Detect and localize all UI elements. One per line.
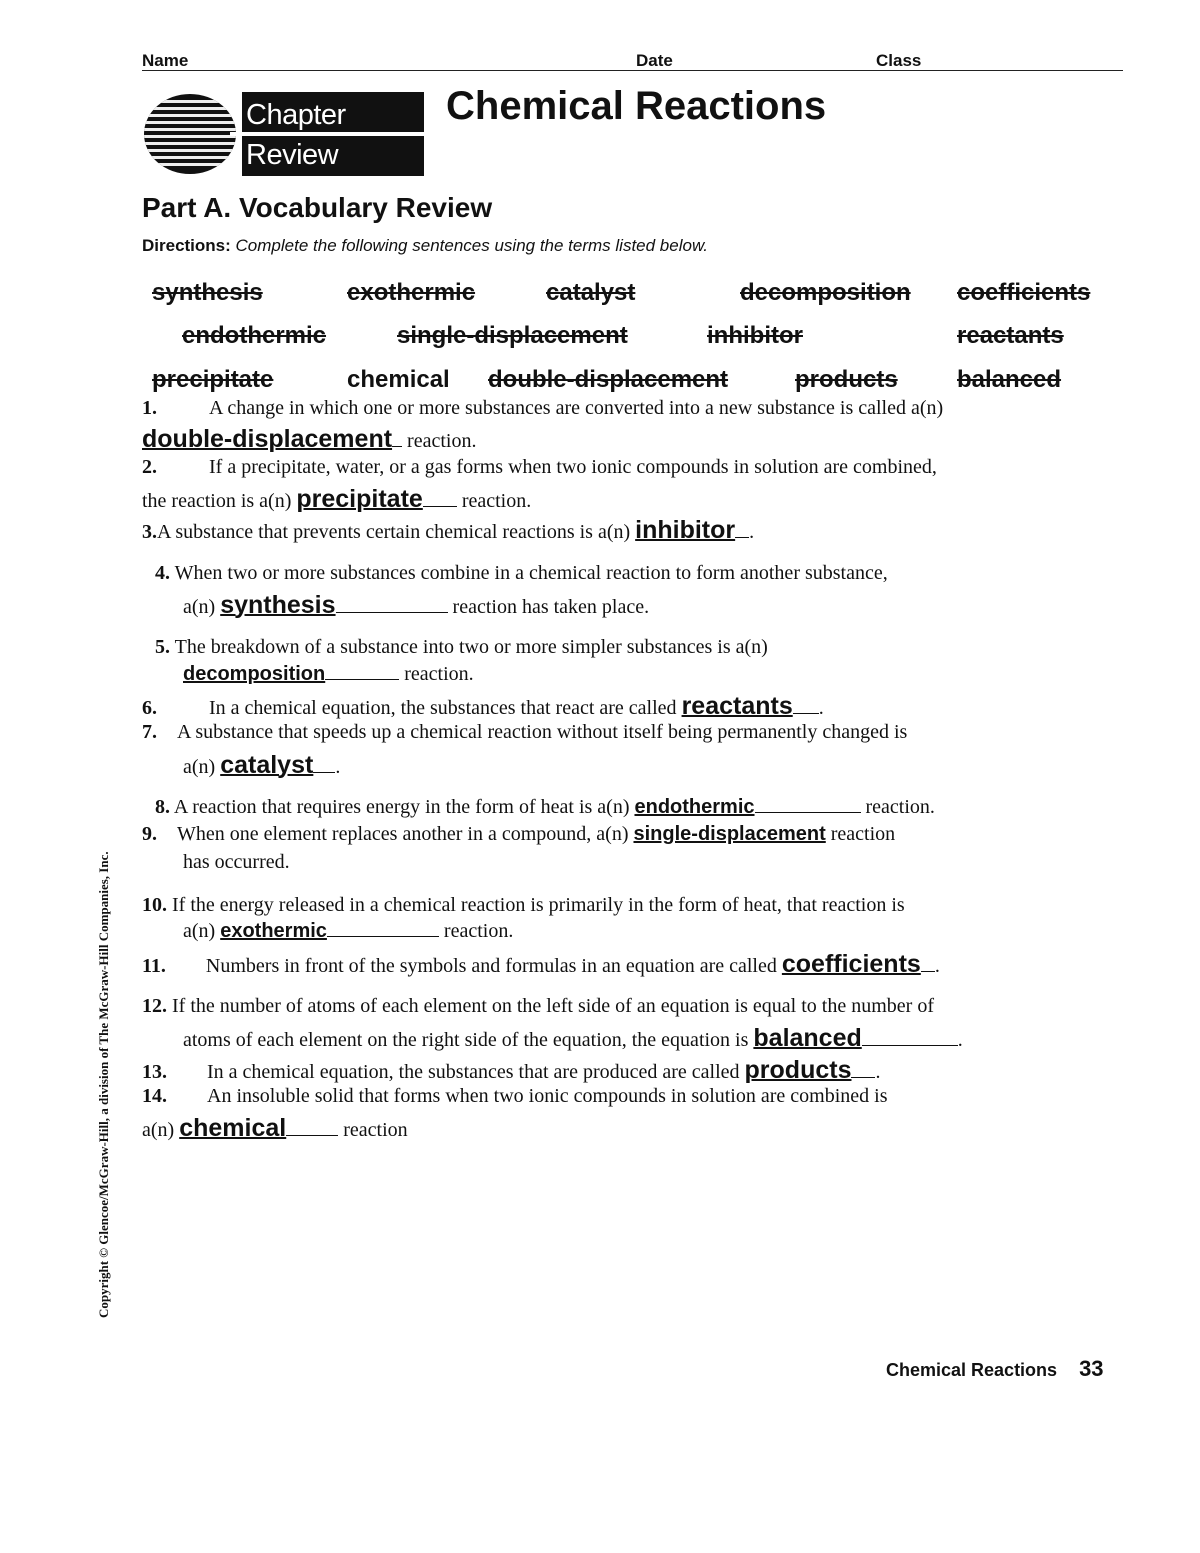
q4-line2: a(n) synthesis reaction has taken place. <box>183 591 650 619</box>
term-chemical: chemical <box>347 366 450 393</box>
answer-q7: catalyst <box>220 751 314 779</box>
chapter-review-banner <box>142 92 424 176</box>
page-footer <box>886 1356 1104 1382</box>
answer-q2: precipitate <box>296 485 423 513</box>
q1-line2: double-displacement reaction. <box>142 425 477 453</box>
q5-line2: decomposition reaction. <box>183 663 474 685</box>
answer-q4: synthesis <box>220 591 336 619</box>
banner-review-text: Review <box>246 139 339 171</box>
q1-line1: 1. A change in which one or more substances are converted into a new substance is called a(n) <box>142 397 944 419</box>
q14-line2: a(n) chemical reaction <box>142 1114 408 1142</box>
striped-globe-icon <box>142 92 242 176</box>
answer-q14: chemical <box>179 1114 287 1142</box>
q10-line2: a(n) exothermic reaction. <box>183 920 514 942</box>
answer-q13: products <box>744 1056 852 1084</box>
name-label: Name <box>142 51 189 70</box>
answer-q8: endothermic <box>634 796 755 818</box>
q6-line: 6. In a chemical equation, the substances that react are called reactants . <box>142 692 824 720</box>
q11-line: 11. Numbers in front of the symbols and formulas in an equation are called coefficients . <box>142 950 940 978</box>
page-number: 33 <box>1079 1356 1104 1381</box>
directions <box>142 236 708 256</box>
answer-q3: inhibitor <box>635 516 736 544</box>
q12-line1: 12. If the number of atoms of each element on the left side of an equation is equal to the number of <box>142 995 934 1017</box>
term-balanced: balanced <box>957 366 1062 393</box>
term-reactants: reactants <box>957 322 1064 349</box>
answer-q10: exothermic <box>220 920 327 942</box>
q7-line2: a(n) catalyst . <box>183 751 341 779</box>
part-heading: Part A. Vocabulary Review <box>142 192 493 223</box>
answer-q11: coefficients <box>781 950 921 978</box>
answer-q5: decomposition <box>183 663 326 685</box>
q9-line2: has occurred. <box>183 851 290 873</box>
answer-q12: balanced <box>753 1024 862 1052</box>
term-products: products <box>795 366 898 393</box>
banner-chapter-text: Chapter <box>246 99 346 131</box>
directions-text: Complete the following sentences using the terms listed below. <box>235 236 709 255</box>
term-endothermic: endothermic <box>182 322 327 349</box>
q3-line: 3.A substance that prevents certain chemical reactions is a(n) inhibitor . <box>142 516 755 544</box>
q13-line: 13. In a chemical equation, the substances that are produced are called products . <box>142 1056 881 1084</box>
term-inhibitor: inhibitor <box>707 322 803 349</box>
answer-q9: single-displacement <box>633 823 826 845</box>
page-title: Chemical Reactions <box>446 84 827 128</box>
term-exothermic: exothermic <box>347 279 476 306</box>
q9-line1: 9. When one element replaces another in a compound, a(n) single-displacement reaction <box>142 823 896 845</box>
copyright-notice: Copyright © Glencoe/McGraw-Hill, a division of The McGraw-Hill Companies, Inc. <box>96 851 111 1318</box>
answer-q1: double-displacement <box>142 425 393 453</box>
q2-line1: 2. If a precipitate, water, or a gas forms when two ionic compounds in solution are combined, <box>142 456 937 478</box>
term-coefficients: coefficients <box>957 279 1091 306</box>
answer-q6: reactants <box>681 692 793 720</box>
term-synthesis: synthesis <box>152 279 263 306</box>
term-single-displacement: single-displacement <box>397 322 628 349</box>
term-catalyst: catalyst <box>546 279 636 306</box>
term-decomposition: decomposition <box>740 279 911 306</box>
date-label: Date <box>636 51 673 70</box>
term-precipitate: precipitate <box>152 366 274 393</box>
q4-line1: 4. When two or more substances combine in a chemical reaction to form another substance, <box>155 562 888 584</box>
q14-line1: 14. An insoluble solid that forms when two ionic compounds in solution are combined is <box>142 1085 888 1107</box>
q7-line1: 7. A substance that speeds up a chemical reaction without itself being permanently changed is <box>142 721 908 743</box>
q12-line2: atoms of each element on the right side of the equation, the equation is balanced . <box>183 1024 963 1052</box>
q2-line2: the reaction is a(n) precipitate reaction. <box>142 485 532 513</box>
class-label: Class <box>876 51 922 70</box>
q5-line1: 5. The breakdown of a substance into two or more simpler substances is a(n) <box>155 636 768 658</box>
directions-label: Directions: <box>142 236 231 255</box>
term-double-displacement: double-displacement <box>488 366 729 393</box>
footer-title: Chemical Reactions <box>886 1360 1058 1380</box>
q8-line: 8. A reaction that requires energy in the form of heat is a(n) endothermic reaction. <box>155 796 935 818</box>
q10-line1: 10. If the energy released in a chemical reaction is primarily in the form of heat, that reaction is <box>142 894 905 916</box>
header-line <box>142 50 1123 71</box>
